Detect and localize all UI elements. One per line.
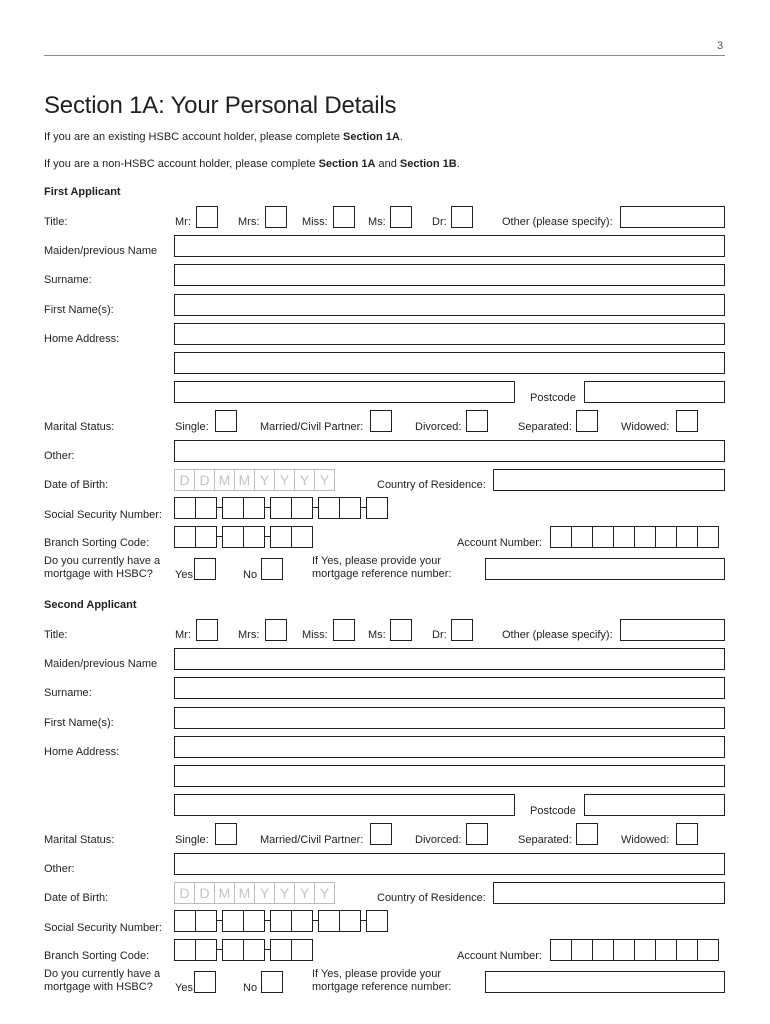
mortgage-ref-label: If Yes, please provide your mortgage reference number: xyxy=(312,968,452,993)
yes-label: Yes xyxy=(175,982,193,994)
mortgage-ref-label: If Yes, please provide your mortgage reference number: xyxy=(312,555,452,580)
no-label: No xyxy=(243,569,258,581)
digit-cell[interactable] xyxy=(222,939,244,961)
dob-cell[interactable]: Y xyxy=(254,882,275,904)
digit-cell[interactable] xyxy=(270,910,292,932)
widowed-label: Widowed: xyxy=(621,834,670,846)
digit-cell[interactable] xyxy=(174,526,196,548)
first-title-ms-checkbox[interactable] xyxy=(390,206,412,228)
first-married-checkbox[interactable] xyxy=(370,410,392,432)
ssn-label: Social Security Number: xyxy=(44,509,162,521)
digit-cell[interactable] xyxy=(291,910,313,932)
first-address-line-2[interactable] xyxy=(174,352,725,374)
digit-cell[interactable] xyxy=(291,939,313,961)
other-specify-label: Other (please specify): xyxy=(502,216,613,228)
dob-cell[interactable]: Y xyxy=(314,469,335,491)
digit-cell[interactable] xyxy=(195,526,217,548)
digit-cell[interactable] xyxy=(339,910,361,932)
dob-cell[interactable]: M xyxy=(234,469,255,491)
first-maiden-name-field[interactable] xyxy=(174,235,725,257)
dob-cell[interactable]: D xyxy=(174,469,195,491)
surname-label: Surname: xyxy=(44,274,92,286)
second-applicant-heading: Second Applicant xyxy=(44,599,137,611)
digit-cell[interactable] xyxy=(655,526,677,548)
postcode-label: Postcode xyxy=(530,392,576,404)
first-names-label: First Name(s): xyxy=(44,717,114,729)
second-account-number-field[interactable] xyxy=(550,939,719,961)
intro-existing: If you are an existing HSBC account holder, please complete Section 1A. xyxy=(44,131,403,143)
dob-cell[interactable]: Y xyxy=(274,882,295,904)
other-label: Other: xyxy=(44,863,75,875)
second-surname-field[interactable] xyxy=(174,677,725,699)
digit-cell[interactable] xyxy=(676,939,698,961)
digit-cell[interactable] xyxy=(571,939,593,961)
first-divorced-checkbox[interactable] xyxy=(466,410,488,432)
digit-cell[interactable] xyxy=(339,497,361,519)
mrs-label: Mrs: xyxy=(238,629,260,641)
widowed-label: Widowed: xyxy=(621,421,670,433)
first-address-line-3[interactable] xyxy=(174,381,515,403)
digit-cell[interactable] xyxy=(243,910,265,932)
second-married-checkbox[interactable] xyxy=(370,823,392,845)
first-separated-checkbox[interactable] xyxy=(576,410,598,432)
second-address-line-1[interactable] xyxy=(174,736,725,758)
dob-cell[interactable]: D xyxy=(194,469,215,491)
second-title-miss-checkbox[interactable] xyxy=(333,619,355,641)
digit-cell[interactable] xyxy=(174,910,196,932)
dob-cell[interactable]: M xyxy=(214,469,235,491)
first-title-dr-checkbox[interactable] xyxy=(451,206,473,228)
dr-label: Dr: xyxy=(432,216,447,228)
digit-cell[interactable] xyxy=(270,526,292,548)
digit-cell[interactable] xyxy=(550,939,572,961)
digit-cell[interactable] xyxy=(270,497,292,519)
digit-cell[interactable] xyxy=(174,939,196,961)
digit-cell[interactable] xyxy=(291,497,313,519)
dob-cell[interactable]: M xyxy=(234,882,255,904)
home-address-label: Home Address: xyxy=(44,746,120,758)
digit-cell[interactable] xyxy=(243,497,265,519)
married-label: Married/Civil Partner: xyxy=(260,834,364,846)
first-account-number-field[interactable] xyxy=(550,526,719,548)
mr-label: Mr: xyxy=(175,629,191,641)
dob-cell[interactable]: D xyxy=(174,882,195,904)
ms-label: Ms: xyxy=(368,629,386,641)
second-title-mrs-checkbox[interactable] xyxy=(265,619,287,641)
surname-label: Surname: xyxy=(44,687,92,699)
country-label: Country of Residence: xyxy=(377,892,486,904)
second-mortgage-yes-checkbox[interactable] xyxy=(194,971,216,993)
separated-label: Separated: xyxy=(518,421,572,433)
mrs-label: Mrs: xyxy=(238,216,260,228)
mortgage-question: Do you currently have a mortgage with HSBC? xyxy=(44,555,161,580)
account-number-label: Account Number: xyxy=(457,537,542,549)
divorced-label: Divorced: xyxy=(415,834,462,846)
account-number-label: Account Number: xyxy=(457,950,542,962)
second-title-other-field[interactable] xyxy=(620,619,725,641)
sort-code-label: Branch Sorting Code: xyxy=(44,537,150,549)
page-title: Section 1A: Your Personal Details xyxy=(44,92,397,119)
second-title-dr-checkbox[interactable] xyxy=(451,619,473,641)
first-address-line-1[interactable] xyxy=(174,323,725,345)
other-label: Other: xyxy=(44,450,75,462)
digit-cell[interactable] xyxy=(318,497,340,519)
second-title-mr-checkbox[interactable] xyxy=(196,619,218,641)
first-country-field[interactable] xyxy=(493,469,725,491)
second-other-field[interactable] xyxy=(174,853,725,875)
mortgage-question: Do you currently have a mortgage with HSBC? xyxy=(44,968,161,993)
single-label: Single: xyxy=(175,421,209,433)
second-dob-field[interactable] xyxy=(174,882,335,904)
digit-cell[interactable] xyxy=(655,939,677,961)
second-ssn-field[interactable] xyxy=(174,910,388,932)
digit-cell[interactable] xyxy=(222,910,244,932)
intro-non-hsbc: If you are a non-HSBC account holder, please complete Section 1A and Section 1B. xyxy=(44,158,460,170)
separated-label: Separated: xyxy=(518,834,572,846)
ms-label: Ms: xyxy=(368,216,386,228)
second-mortgage-no-checkbox[interactable] xyxy=(261,971,283,993)
marital-status-label: Marital Status: xyxy=(44,834,115,846)
maiden-name-label: Maiden/previous Name xyxy=(44,658,158,670)
digit-cell[interactable] xyxy=(634,526,656,548)
second-maiden-name-field[interactable] xyxy=(174,648,725,670)
digit-cell[interactable] xyxy=(697,939,719,961)
second-address-line-3[interactable] xyxy=(174,794,515,816)
digit-cell[interactable] xyxy=(195,910,217,932)
dob-cell[interactable]: Y xyxy=(254,469,275,491)
second-single-checkbox[interactable] xyxy=(215,823,237,845)
maiden-name-label: Maiden/previous Name xyxy=(44,245,158,257)
dob-label: Date of Birth: xyxy=(44,479,109,491)
digit-cell[interactable] xyxy=(697,526,719,548)
digit-cell[interactable] xyxy=(613,526,635,548)
second-divorced-checkbox[interactable] xyxy=(466,823,488,845)
married-label: Married/Civil Partner: xyxy=(260,421,364,433)
second-sort-code-field[interactable] xyxy=(174,939,313,961)
yes-label: Yes xyxy=(175,569,193,581)
dob-cell[interactable]: D xyxy=(194,882,215,904)
first-surname-field[interactable] xyxy=(174,264,725,286)
dob-cell[interactable]: Y xyxy=(314,882,335,904)
other-specify-label: Other (please specify): xyxy=(502,629,613,641)
first-title-other-field[interactable] xyxy=(620,206,725,228)
digit-cell[interactable] xyxy=(222,526,244,548)
digit-cell[interactable] xyxy=(195,939,217,961)
mr-label: Mr: xyxy=(175,216,191,228)
second-separated-checkbox[interactable] xyxy=(576,823,598,845)
dr-label: Dr: xyxy=(432,629,447,641)
miss-label: Miss: xyxy=(302,629,328,641)
first-other-field[interactable] xyxy=(174,440,725,462)
dob-cell[interactable]: Y xyxy=(274,469,295,491)
digit-cell[interactable] xyxy=(592,939,614,961)
second-address-line-2[interactable] xyxy=(174,765,725,787)
dob-cell[interactable]: Y xyxy=(294,469,315,491)
miss-label: Miss: xyxy=(302,216,328,228)
postcode-label: Postcode xyxy=(530,805,576,817)
second-first-names-field[interactable] xyxy=(174,707,725,729)
digit-cell[interactable] xyxy=(243,526,265,548)
digit-cell[interactable] xyxy=(291,526,313,548)
digit-cell[interactable] xyxy=(222,497,244,519)
digit-cell[interactable] xyxy=(366,497,388,519)
sort-code-label: Branch Sorting Code: xyxy=(44,950,150,962)
title-label: Title: xyxy=(44,216,68,228)
first-title-miss-checkbox[interactable] xyxy=(333,206,355,228)
first-names-label: First Name(s): xyxy=(44,304,114,316)
digit-cell[interactable] xyxy=(318,910,340,932)
first-widowed-checkbox[interactable] xyxy=(676,410,698,432)
first-ssn-field[interactable] xyxy=(174,497,388,519)
digit-cell[interactable] xyxy=(366,910,388,932)
digit-cell[interactable] xyxy=(613,939,635,961)
first-mortgage-yes-checkbox[interactable] xyxy=(194,558,216,580)
single-label: Single: xyxy=(175,834,209,846)
digit-cell[interactable] xyxy=(243,939,265,961)
header-rule xyxy=(44,55,725,56)
digit-cell[interactable] xyxy=(592,526,614,548)
divorced-label: Divorced: xyxy=(415,421,462,433)
first-sort-code-field[interactable] xyxy=(174,526,313,548)
second-country-field[interactable] xyxy=(493,882,725,904)
ssn-label: Social Security Number: xyxy=(44,922,162,934)
first-title-mr-checkbox[interactable] xyxy=(196,206,218,228)
country-label: Country of Residence: xyxy=(377,479,486,491)
first-single-checkbox[interactable] xyxy=(215,410,237,432)
digit-cell[interactable] xyxy=(195,497,217,519)
first-mortgage-ref-field[interactable] xyxy=(485,558,725,580)
first-postcode-field[interactable] xyxy=(584,381,725,403)
first-mortgage-no-checkbox[interactable] xyxy=(261,558,283,580)
dob-label: Date of Birth: xyxy=(44,892,109,904)
second-mortgage-ref-field[interactable] xyxy=(485,971,725,993)
first-applicant-heading: First Applicant xyxy=(44,186,121,198)
second-title-ms-checkbox[interactable] xyxy=(390,619,412,641)
title-label: Title: xyxy=(44,629,68,641)
page-number: 3 xyxy=(717,40,724,52)
digit-cell[interactable] xyxy=(174,497,196,519)
digit-cell[interactable] xyxy=(550,526,572,548)
first-dob-field[interactable] xyxy=(174,469,335,491)
first-first-names-field[interactable] xyxy=(174,294,725,316)
digit-cell[interactable] xyxy=(634,939,656,961)
first-title-mrs-checkbox[interactable] xyxy=(265,206,287,228)
digit-cell[interactable] xyxy=(571,526,593,548)
marital-status-label: Marital Status: xyxy=(44,421,115,433)
home-address-label: Home Address: xyxy=(44,333,120,345)
digit-cell[interactable] xyxy=(270,939,292,961)
dob-cell[interactable]: M xyxy=(214,882,235,904)
second-postcode-field[interactable] xyxy=(584,794,725,816)
dob-cell[interactable]: Y xyxy=(294,882,315,904)
second-widowed-checkbox[interactable] xyxy=(676,823,698,845)
digit-cell[interactable] xyxy=(676,526,698,548)
no-label: No xyxy=(243,982,258,994)
